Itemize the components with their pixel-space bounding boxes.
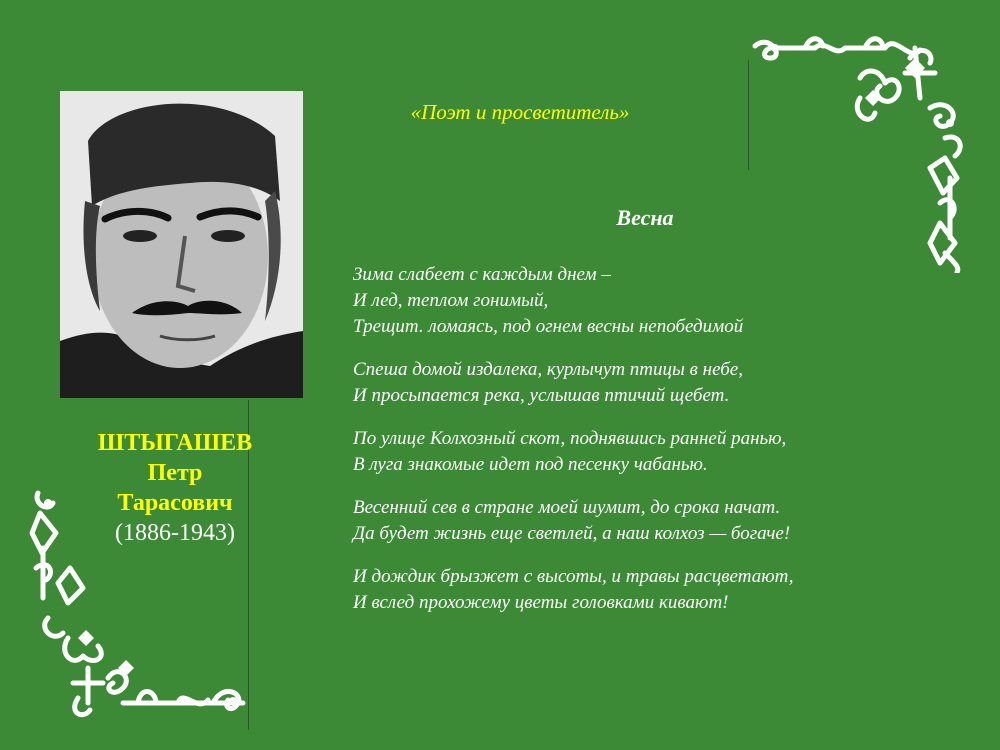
poem-title: Весна [616,205,674,230]
poem-stanza [353,495,973,547]
poem-line: Весенний сев в стране моей шумит, до срока начат. [353,497,781,518]
poem-line: И лед, теплом гонимый, [353,290,549,311]
poem-line: Спеша домой издалека, курлычут птицы в небе, [353,359,743,380]
author-patronymic: Тарасович [117,490,233,516]
poem-line: По улице Колхозный скот, поднявшись ранней ранью, [353,428,787,449]
author-surname: ШТЫГАШЕВ [97,430,253,456]
poem-line: И просыпается река, услышав птичий щебет. [353,385,730,406]
poem-line: И дождик брызжет с высоты, и травы расцветают, [353,566,794,587]
poem-stanza [353,262,973,340]
poem-line: Зима слабеет с каждым днем – [353,264,611,285]
author-portrait [60,91,303,398]
portrait-image [60,91,303,398]
corner-ornament-top-right [745,28,975,273]
poem-line: В луга знакомые идет под песенку чабанью. [353,454,708,475]
poem-stanza [353,357,973,409]
poem-line: Да будет жизнь еще светлей, а наш колхоз — богаче! [353,523,791,544]
poem-stanza [353,426,973,478]
poem-line: И вслед прохожему цветы головками кивают! [353,592,729,613]
author-years: (1886-1943) [115,520,235,546]
poem-text [353,262,973,633]
author-first-name: Петр [147,460,203,486]
poem-stanza [353,564,973,616]
author-bio [60,428,290,548]
poem-line: Трещит. ломаясь, под огнем весны непобедимой [353,316,744,337]
slide-subtitle: «Поэт и просветитель» [410,100,630,124]
